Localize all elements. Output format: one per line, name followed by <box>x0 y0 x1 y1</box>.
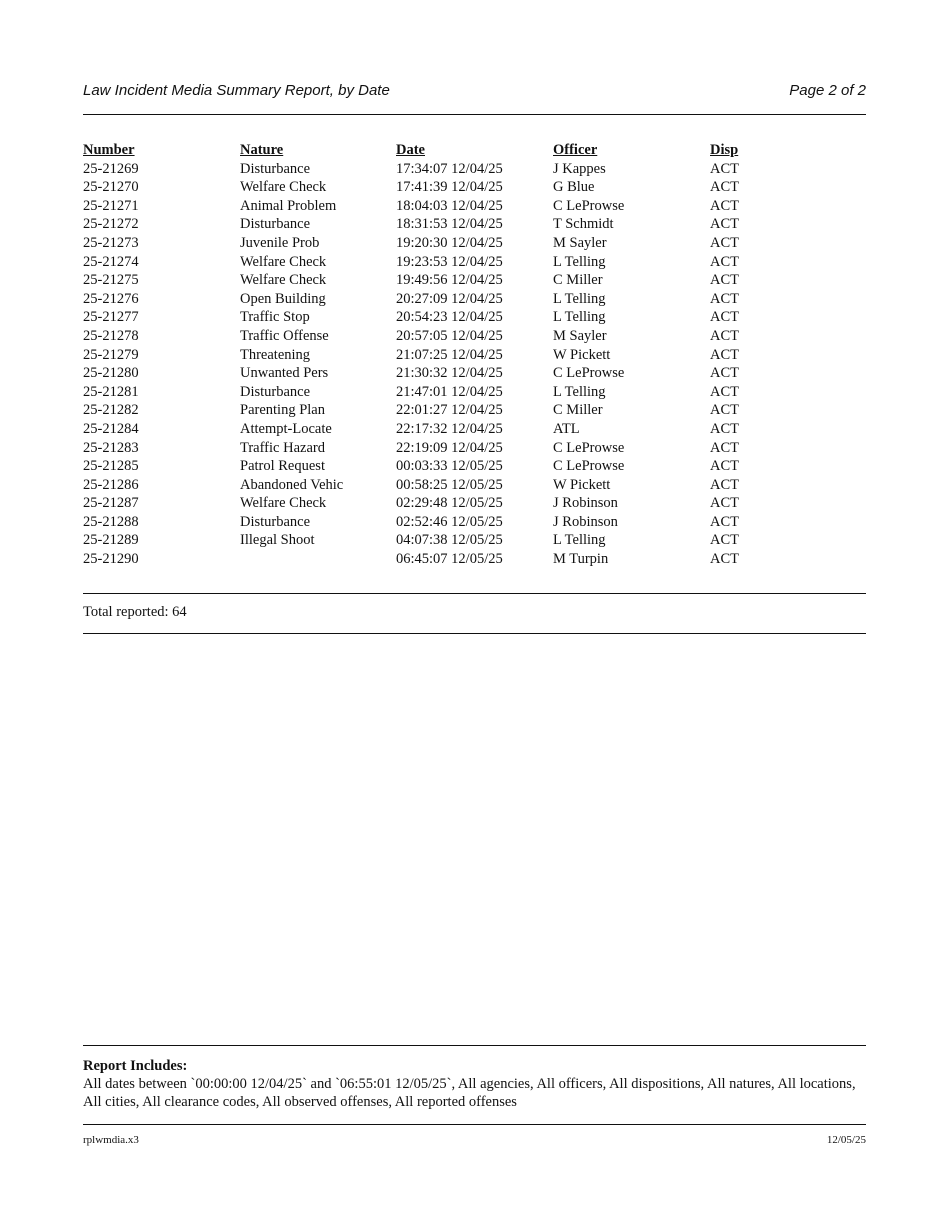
incident-date: 19:20:30 12/04/25 <box>396 234 503 251</box>
incident-disp: ACT <box>710 495 739 512</box>
incident-officer: W Pickett <box>553 346 611 363</box>
incident-nature: Parenting Plan <box>240 402 325 419</box>
incident-date: 21:30:32 12/04/25 <box>396 365 503 382</box>
table-row <box>83 327 866 346</box>
incident-nature: Juvenile Prob <box>240 234 320 251</box>
incident-disp: ACT <box>710 420 739 437</box>
table-row <box>83 457 866 476</box>
report-includes-title: Report Includes: <box>83 1058 188 1074</box>
incident-officer: C LeProwse <box>553 197 625 214</box>
incident-nature: Open Building <box>240 290 326 307</box>
incident-disp: ACT <box>710 160 739 177</box>
incident-date: 18:04:03 12/04/25 <box>396 197 503 214</box>
table-row <box>83 253 866 272</box>
report-header <box>83 82 866 102</box>
table-row <box>83 383 866 402</box>
incident-date: 21:47:01 12/04/25 <box>396 383 503 400</box>
incident-nature: Traffic Offense <box>240 327 329 344</box>
table-row <box>83 346 866 365</box>
incident-date: 04:07:38 12/05/25 <box>396 532 503 549</box>
table-row <box>83 234 866 253</box>
incident-officer: J Kappes <box>553 160 606 177</box>
incident-nature: Welfare Check <box>240 272 327 289</box>
incident-nature: Traffic Stop <box>240 309 310 326</box>
incident-number: 25-21279 <box>83 346 139 363</box>
incident-nature: Disturbance <box>240 513 311 530</box>
incident-disp: ACT <box>710 551 739 568</box>
table-row <box>83 531 866 550</box>
incident-disp: ACT <box>710 458 739 475</box>
incident-nature: Disturbance <box>240 216 311 233</box>
incident-date: 19:49:56 12/04/25 <box>396 272 503 289</box>
incident-disp: ACT <box>710 309 739 326</box>
table-row <box>83 160 866 179</box>
incident-officer: M Sayler <box>553 327 607 344</box>
table-row <box>83 215 866 234</box>
incident-nature: Abandoned Vehic <box>240 476 344 493</box>
header-divider <box>83 114 866 115</box>
incident-date: 22:01:27 12/04/25 <box>396 402 503 419</box>
table-row <box>83 439 866 458</box>
incident-number: 25-21270 <box>83 179 139 196</box>
column-header-officer: Officer <box>553 142 598 158</box>
incident-date: 18:31:53 12/04/25 <box>396 216 503 233</box>
incident-number: 25-21281 <box>83 383 139 400</box>
table-row <box>83 494 866 513</box>
incident-date: 00:58:25 12/05/25 <box>396 476 503 493</box>
incident-nature: Disturbance <box>240 383 311 400</box>
total-reported: Total reported: 64 <box>83 604 187 620</box>
incident-disp: ACT <box>710 290 739 307</box>
report-includes <box>83 1057 866 1111</box>
report-id: rplwmdia.x3 <box>83 1134 139 1146</box>
incident-nature: Animal Problem <box>240 197 337 214</box>
table-row <box>83 178 866 197</box>
incident-number: 25-21275 <box>83 272 139 289</box>
incident-officer: L Telling <box>553 532 606 549</box>
incident-officer: C Miller <box>553 402 603 419</box>
table-row <box>83 476 866 495</box>
incident-officer: G Blue <box>553 179 595 196</box>
incident-officer: L Telling <box>553 383 606 400</box>
incident-officer: L Telling <box>553 253 606 270</box>
incident-date: 20:54:23 12/04/25 <box>396 309 503 326</box>
incident-disp: ACT <box>710 179 739 196</box>
incident-disp: ACT <box>710 272 739 289</box>
incident-officer: ATL <box>553 420 580 437</box>
incident-officer: J Robinson <box>553 513 618 530</box>
incident-number: 25-21284 <box>83 420 139 437</box>
incident-disp: ACT <box>710 532 739 549</box>
incident-date: 22:17:32 12/04/25 <box>396 420 503 437</box>
incident-disp: ACT <box>710 197 739 214</box>
report-title: Law Incident Media Summary Report, by Date <box>83 82 390 99</box>
incident-nature: Attempt-Locate <box>240 420 332 437</box>
table-row <box>83 271 866 290</box>
incident-officer: L Telling <box>553 309 606 326</box>
incident-disp: ACT <box>710 365 739 382</box>
incident-number: 25-21278 <box>83 327 139 344</box>
column-header-date: Date <box>396 142 425 158</box>
incident-nature: Traffic Hazard <box>240 439 325 456</box>
incident-number: 25-21285 <box>83 458 139 475</box>
incident-officer: C LeProwse <box>553 458 625 475</box>
footer-divider <box>83 1124 866 1125</box>
incident-table <box>83 141 866 569</box>
incident-disp: ACT <box>710 439 739 456</box>
table-header-row <box>83 141 866 160</box>
incident-disp: ACT <box>710 346 739 363</box>
table-row <box>83 513 866 532</box>
incident-nature: Welfare Check <box>240 253 327 270</box>
incident-officer: C LeProwse <box>553 365 625 382</box>
incident-nature: Disturbance <box>240 160 311 177</box>
incident-disp: ACT <box>710 253 739 270</box>
incident-disp: ACT <box>710 476 739 493</box>
table-row <box>83 550 866 569</box>
table-row <box>83 401 866 420</box>
table-row <box>83 308 866 327</box>
summary-bottom-divider <box>83 633 866 634</box>
incident-number: 25-21276 <box>83 290 139 307</box>
incident-number: 25-21277 <box>83 309 139 326</box>
incident-number: 25-21274 <box>83 253 139 270</box>
report-includes-text: All dates between `00:00:00 12/04/25` and `06:55:01 12/05/25`, All agencies, All officers, All dispositions, All natures, All locations, All cities, All clearance codes, All observed offenses, All reported offenses <box>83 1076 856 1110</box>
incident-nature: Threatening <box>240 346 311 363</box>
report-page <box>83 0 866 1229</box>
incident-date: 20:27:09 12/04/25 <box>396 290 503 307</box>
incident-disp: ACT <box>710 327 739 344</box>
incident-number: 25-21290 <box>83 551 139 568</box>
incident-officer: C Miller <box>553 272 603 289</box>
incident-number: 25-21282 <box>83 402 139 419</box>
incident-date: 17:41:39 12/04/25 <box>396 179 503 196</box>
incident-date: 21:07:25 12/04/25 <box>396 346 503 363</box>
table-row <box>83 197 866 216</box>
incident-date: 20:57:05 12/04/25 <box>396 327 503 344</box>
incident-nature: Unwanted Pers <box>240 365 329 382</box>
table-row <box>83 290 866 309</box>
incident-officer: M Turpin <box>553 551 609 568</box>
summary-top-divider <box>83 593 866 594</box>
incident-disp: ACT <box>710 234 739 251</box>
incident-disp: ACT <box>710 513 739 530</box>
incident-number: 25-21286 <box>83 476 139 493</box>
incident-number: 25-21288 <box>83 513 139 530</box>
incident-date: 19:23:53 12/04/25 <box>396 253 503 270</box>
column-header-nature: Nature <box>240 142 284 158</box>
incident-nature: Welfare Check <box>240 179 327 196</box>
incident-number: 25-21269 <box>83 160 139 177</box>
incident-number: 25-21280 <box>83 365 139 382</box>
incident-number: 25-21287 <box>83 495 139 512</box>
incident-nature: Patrol Request <box>240 458 325 475</box>
incident-officer: M Sayler <box>553 234 607 251</box>
incident-date: 22:19:09 12/04/25 <box>396 439 503 456</box>
incident-date: 17:34:07 12/04/25 <box>396 160 503 177</box>
incident-number: 25-21272 <box>83 216 139 233</box>
incident-number: 25-21289 <box>83 532 139 549</box>
page-number: Page 2 of 2 <box>789 82 866 99</box>
incident-officer: L Telling <box>553 290 606 307</box>
column-header-number: Number <box>83 142 135 158</box>
includes-divider <box>83 1045 866 1046</box>
incident-disp: ACT <box>710 402 739 419</box>
incident-date: 00:03:33 12/05/25 <box>396 458 503 475</box>
table-row <box>83 364 866 383</box>
incident-date: 06:45:07 12/05/25 <box>396 551 503 568</box>
incident-number: 25-21273 <box>83 234 139 251</box>
incident-officer: W Pickett <box>553 476 611 493</box>
incident-number: 25-21283 <box>83 439 139 456</box>
report-date: 12/05/25 <box>826 1134 866 1146</box>
incident-date: 02:29:48 12/05/25 <box>396 495 503 512</box>
table-body <box>83 160 866 569</box>
column-header-disp: Disp <box>710 142 739 158</box>
incident-disp: ACT <box>710 216 739 233</box>
incident-officer: C LeProwse <box>553 439 625 456</box>
incident-officer: T Schmidt <box>553 216 614 233</box>
incident-officer: J Robinson <box>553 495 618 512</box>
incident-nature: Illegal Shoot <box>240 532 315 549</box>
incident-date: 02:52:46 12/05/25 <box>396 513 503 530</box>
table-row <box>83 420 866 439</box>
incident-disp: ACT <box>710 383 739 400</box>
incident-nature: Welfare Check <box>240 495 327 512</box>
incident-number: 25-21271 <box>83 197 139 214</box>
